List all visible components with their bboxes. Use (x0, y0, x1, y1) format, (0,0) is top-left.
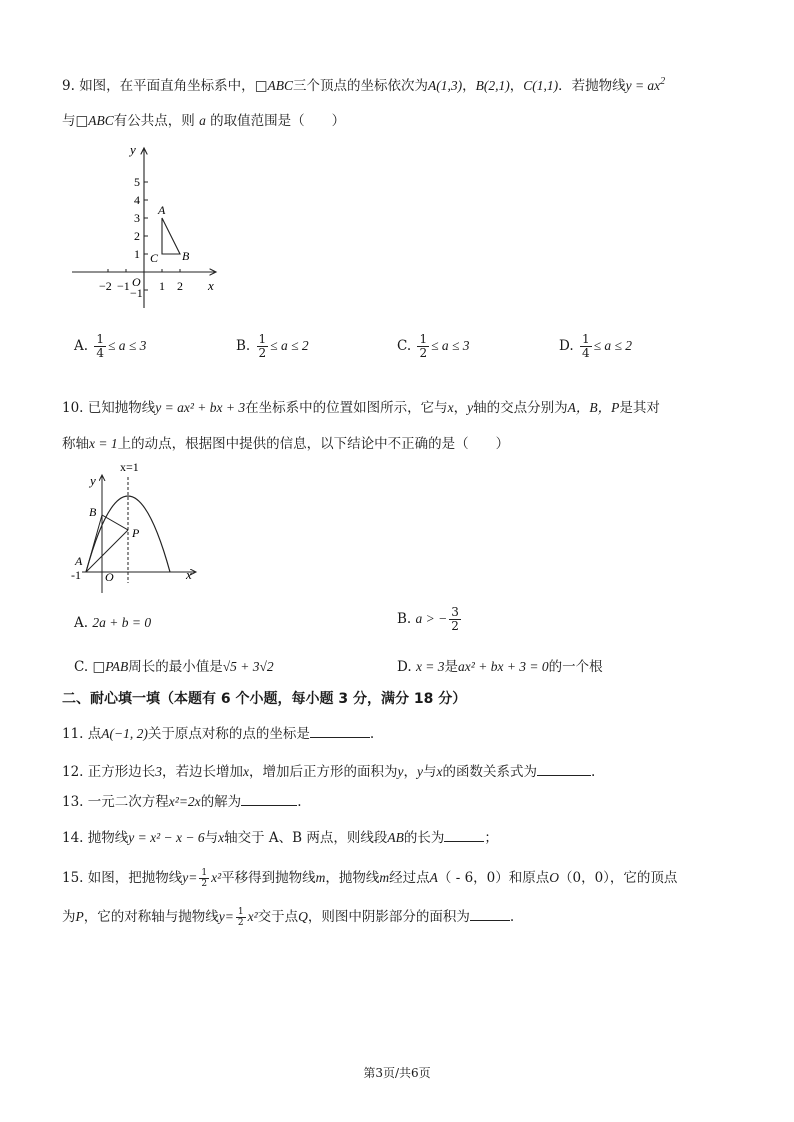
option-label: C. (74, 659, 89, 675)
answer-blank[interactable] (444, 841, 484, 842)
y-label: y (130, 142, 136, 157)
math: ABC (88, 113, 114, 128)
numerator: 3 (451, 605, 459, 619)
text: 在坐标系中的位置如图所示，它与 (245, 400, 448, 416)
math: 2a + b = 0 (92, 615, 152, 630)
option-label: D. (559, 338, 574, 354)
math: x² (211, 870, 222, 885)
q9-line1: 9. 如图，在平面直角坐标系中，□ABC三个顶点的坐标依次为A(1,3)，B(2,1)，C(1,1)．若抛物线$y = ax^2$ (62, 76, 666, 94)
option-label: C. (397, 338, 412, 354)
text: ，则图中阴影部分的面积为 (307, 909, 470, 925)
tick-label: 1 (159, 279, 165, 293)
x-label: x (186, 567, 192, 582)
math: AB (387, 830, 404, 845)
x-label: x (208, 278, 214, 293)
option-label: D. (397, 659, 412, 675)
math: A (429, 870, 438, 885)
q9-option-c[interactable] (397, 333, 470, 360)
q12 (62, 760, 595, 780)
math: PAB (105, 659, 129, 674)
axis-label: x=1 (120, 460, 139, 474)
fraction (257, 333, 269, 360)
math: y = ax (625, 78, 661, 93)
page-footer: 第3页/共6页 (363, 1066, 431, 1080)
tick-label: 2 (134, 229, 140, 243)
text: ，增加后正方形的面积为 (249, 764, 398, 780)
text: （ - 6，0）和原点 (437, 870, 550, 886)
tick-label: −1 (117, 279, 130, 293)
question-number: 14. (62, 830, 84, 846)
tick-label: 4 (134, 193, 140, 207)
option-label: A. (74, 338, 89, 354)
tick-label: −2 (99, 279, 112, 293)
numerator: 1 (201, 868, 208, 878)
text: ； (484, 830, 498, 846)
q9-line2 (62, 109, 345, 129)
answer-blank[interactable] (537, 775, 591, 776)
text: 上的动点，根据图中提供的信息，以下结论中不正确的是（ ） (117, 436, 510, 452)
text: 是 (444, 659, 459, 675)
text: 称轴 (62, 436, 89, 452)
math: a > − (415, 611, 448, 626)
math: y (397, 764, 404, 779)
math: A(−1, 2) (101, 726, 148, 741)
point-p-label: P (132, 526, 140, 540)
triangle-pab (86, 515, 128, 572)
text: . (591, 764, 596, 780)
math: a (199, 113, 206, 128)
math: x = 3 (415, 659, 445, 674)
math: ≤ a ≤ 2 (593, 338, 633, 353)
triangle-abc (162, 218, 180, 254)
text: 为 (62, 909, 76, 925)
denominator: 2 (258, 346, 267, 360)
math: x² (247, 909, 258, 924)
denominator: 2 (419, 346, 428, 360)
math: ax² + bx + 3 = 0 (458, 659, 549, 674)
math: ABC (267, 78, 293, 93)
numerator: 1 (237, 907, 244, 917)
q9-option-b[interactable] (236, 333, 309, 360)
fraction (236, 907, 246, 928)
text: 的长为 (403, 830, 445, 846)
math: ≤ a ≤ 2 (270, 338, 309, 353)
math: x (447, 400, 454, 415)
question-number: 9. (62, 78, 75, 94)
text: 平移得到抛物线 (221, 870, 316, 886)
text: 的取值范围是（ ） (210, 113, 346, 129)
answer-blank[interactable] (310, 737, 370, 738)
text: 的函数关系式为 (442, 764, 538, 780)
math: y = x² − x − 6 (128, 830, 205, 845)
denominator: 2 (451, 619, 459, 633)
triangle-symbol: □ (254, 78, 268, 94)
text: 与 (204, 830, 219, 846)
math: ≤ a ≤ 3 (431, 338, 470, 353)
math: P (75, 909, 84, 924)
math: m (315, 870, 326, 885)
tick-label: 2 (177, 279, 183, 293)
math: y = ax² + bx + 3 (155, 400, 246, 415)
section-heading: 二、耐心填一填（本题有 6 个小题，每小题 3 分，满分 18 分） (62, 691, 467, 707)
math: ≤ a ≤ 3 (107, 338, 147, 353)
math: x²=2x (168, 794, 201, 809)
denominator: 2 (237, 918, 244, 928)
q10-figure (66, 455, 206, 595)
denominator: 4 (581, 346, 590, 360)
q9-option-d[interactable] (559, 333, 632, 360)
fraction (580, 333, 592, 360)
math: B(2,1) (475, 78, 510, 93)
fraction (417, 333, 429, 360)
text: 如图，把抛物线 (87, 870, 183, 886)
triangle-symbol: □ (75, 113, 89, 129)
math: x = 1 (89, 436, 118, 451)
numerator: 1 (581, 332, 590, 346)
math: m (379, 870, 390, 885)
point-b-label: B (182, 249, 190, 263)
text: 正方形边长 (87, 764, 156, 780)
text: 是其对 (619, 400, 660, 416)
point-b-label: B (89, 505, 97, 519)
q15-line1 (62, 866, 677, 889)
question-number: 13. (62, 794, 84, 810)
denominator: 4 (96, 346, 104, 360)
text: 交于点 (257, 909, 299, 925)
q10-option-c[interactable] (74, 655, 274, 675)
text: ，若边长增加 (162, 764, 244, 780)
text: 三个顶点的坐标依次为 (292, 78, 428, 94)
fraction (199, 868, 209, 889)
math: x (243, 764, 250, 779)
q13 (62, 790, 301, 810)
text: 与 (423, 764, 437, 780)
point-a-label: A (158, 203, 166, 217)
text: ， (453, 400, 468, 416)
math: 2 (660, 76, 666, 87)
denominator: 2 (201, 879, 208, 889)
text: ， (403, 764, 418, 780)
text: 已知抛物线 (87, 400, 156, 416)
math: 3 (155, 764, 163, 779)
text: ．若抛物线 (558, 78, 626, 94)
math: A，B，P (567, 400, 620, 415)
question-number: 11. (62, 726, 84, 742)
tick-label: −1 (130, 286, 143, 300)
answer-blank[interactable] (241, 805, 297, 806)
text: 的解为 (200, 794, 242, 810)
q10-option-b[interactable] (397, 606, 463, 633)
tick-label: -1 (71, 568, 81, 582)
math: x (436, 764, 443, 779)
math: y= (182, 870, 198, 885)
origin-label: O (132, 275, 141, 289)
q10-line1 (62, 396, 660, 416)
text: 点 (87, 726, 102, 742)
text: . (509, 909, 515, 925)
math: y= (218, 909, 234, 924)
y-label: y (90, 473, 96, 488)
text: 一元二次方程 (87, 794, 169, 810)
text: 关于原点对称的点的坐标是 (147, 726, 310, 742)
triangle-symbol: □ (92, 659, 106, 675)
question-number: 12. (62, 764, 84, 780)
question-number: 15. (62, 870, 84, 886)
tick-label: 1 (134, 247, 140, 261)
fraction (94, 333, 106, 360)
text: 如图，在平面直角坐标系中， (79, 78, 255, 94)
text: 轴交于 A、B 两点，则线段 (224, 830, 388, 846)
text: 轴的交点分别为 (473, 400, 568, 416)
text: ，它的对称轴与抛物线 (83, 909, 219, 925)
option-label: B. (397, 611, 412, 627)
origin-label: O (105, 570, 114, 584)
math: A(1,3) (427, 78, 463, 93)
q10-line2 (62, 432, 509, 452)
numerator: 1 (258, 332, 267, 346)
point-a-label: A (75, 554, 83, 568)
answer-blank[interactable] (470, 920, 510, 921)
math: C(1,1) (523, 78, 559, 93)
math: y (417, 764, 424, 779)
point-c-label: C (150, 251, 159, 265)
text: 经过点 (389, 870, 430, 886)
math: y (467, 400, 474, 415)
option-label: B. (236, 338, 251, 354)
numerator: 1 (419, 332, 428, 346)
text: 的一个根 (548, 659, 603, 675)
text: 有公共点，则 (113, 113, 195, 129)
tick-label: 5 (134, 175, 140, 189)
q9-figure (66, 140, 226, 315)
math: Q (298, 909, 308, 924)
q11 (62, 722, 374, 742)
math: x (218, 830, 225, 845)
q15-line2 (62, 905, 514, 928)
text: 抛物线 (87, 830, 129, 846)
math: √5 + 3√2 (222, 659, 274, 674)
text: . (297, 794, 302, 810)
text: （0，0），它的顶点 (559, 870, 678, 886)
q9-option-a[interactable] (74, 333, 146, 360)
q10-option-d[interactable] (397, 655, 603, 675)
text: 与 (62, 113, 76, 129)
numerator: 1 (96, 332, 104, 346)
tick-label: 3 (134, 211, 140, 225)
text: . (369, 726, 375, 742)
fraction (449, 606, 461, 633)
option-label: A. (74, 615, 89, 631)
math: O (549, 870, 559, 885)
text: 周长的最小值是 (128, 659, 223, 675)
text: ，抛物线 (325, 870, 380, 886)
q10-option-a[interactable] (74, 615, 151, 631)
q14 (62, 826, 498, 846)
question-number: 10. (62, 400, 84, 416)
